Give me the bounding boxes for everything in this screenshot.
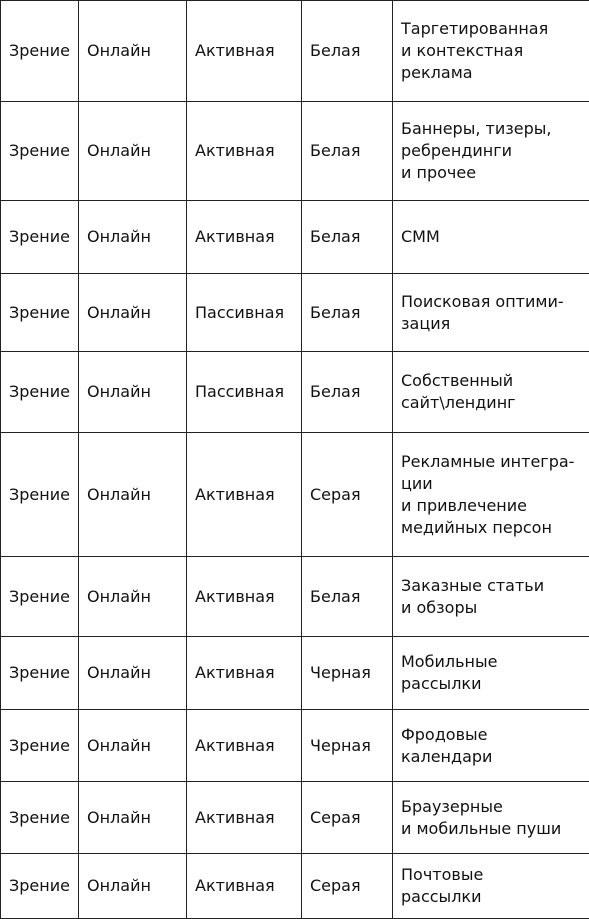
cell-sense: Зрение	[1, 274, 79, 352]
cell-mode: Активная	[187, 854, 302, 919]
cell-channel: Онлайн	[79, 102, 187, 201]
cell-channel: Онлайн	[79, 1, 187, 102]
cell-channel: Онлайн	[79, 710, 187, 782]
cell-channel: Онлайн	[79, 274, 187, 352]
cell-sense: Зрение	[1, 352, 79, 433]
cell-sense: Зрение	[1, 201, 79, 274]
table-row	[1, 433, 589, 557]
cell-mode: Пассивная	[187, 274, 302, 352]
cell-channel: Онлайн	[79, 433, 187, 557]
cell-hat-color: Белая	[302, 201, 393, 274]
table-row	[1, 102, 589, 201]
cell-mode: Активная	[187, 102, 302, 201]
cell-sense: Зрение	[1, 433, 79, 557]
cell-sense: Зрение	[1, 854, 79, 919]
cell-channel: Онлайн	[79, 201, 187, 274]
table-row	[1, 1, 589, 102]
cell-mode: Активная	[187, 201, 302, 274]
cell-hat-color: Серая	[302, 433, 393, 557]
cell-mode: Активная	[187, 782, 302, 854]
cell-mode: Активная	[187, 710, 302, 782]
table-row	[1, 854, 589, 919]
cell-method: Браузерные и мобильные пуши	[393, 782, 589, 854]
table-row	[1, 201, 589, 274]
table-row	[1, 710, 589, 782]
cell-hat-color: Белая	[302, 557, 393, 637]
cell-sense: Зрение	[1, 782, 79, 854]
cell-method: СММ	[393, 201, 589, 274]
cell-hat-color: Серая	[302, 782, 393, 854]
cell-method: Мобильные рассылки	[393, 637, 589, 710]
cell-method: Рекламные интегра- ции и привлечение медийных персон	[393, 433, 589, 557]
cell-channel: Онлайн	[79, 637, 187, 710]
table-row	[1, 557, 589, 637]
table-row	[1, 274, 589, 352]
cell-sense: Зрение	[1, 1, 79, 102]
cell-method: Заказные статьи и обзоры	[393, 557, 589, 637]
cell-hat-color: Белая	[302, 274, 393, 352]
cell-hat-color: Серая	[302, 854, 393, 919]
cell-mode: Пассивная	[187, 352, 302, 433]
cell-channel: Онлайн	[79, 854, 187, 919]
cell-hat-color: Белая	[302, 352, 393, 433]
cell-mode: Активная	[187, 637, 302, 710]
cell-method: Фродовые календари	[393, 710, 589, 782]
cell-method: Поисковая оптими- зация	[393, 274, 589, 352]
cell-hat-color: Черная	[302, 710, 393, 782]
cell-mode: Активная	[187, 557, 302, 637]
cell-mode: Активная	[187, 433, 302, 557]
cell-hat-color: Белая	[302, 1, 393, 102]
table-row	[1, 637, 589, 710]
cell-method: Почтовые рассылки	[393, 854, 589, 919]
cell-method: Баннеры, тизеры, ребрендинги и прочее	[393, 102, 589, 201]
cell-method: Таргетированная и контекстная реклама	[393, 1, 589, 102]
cell-sense: Зрение	[1, 637, 79, 710]
cell-method: Собственный сайт\лендинг	[393, 352, 589, 433]
cell-hat-color: Белая	[302, 102, 393, 201]
cell-channel: Онлайн	[79, 782, 187, 854]
cell-sense: Зрение	[1, 710, 79, 782]
cell-sense: Зрение	[1, 557, 79, 637]
cell-sense: Зрение	[1, 102, 79, 201]
cell-hat-color: Черная	[302, 637, 393, 710]
cell-channel: Онлайн	[79, 352, 187, 433]
table-body	[1, 1, 589, 919]
cell-channel: Онлайн	[79, 557, 187, 637]
table-row	[1, 782, 589, 854]
cell-mode: Активная	[187, 1, 302, 102]
table-row	[1, 352, 589, 433]
